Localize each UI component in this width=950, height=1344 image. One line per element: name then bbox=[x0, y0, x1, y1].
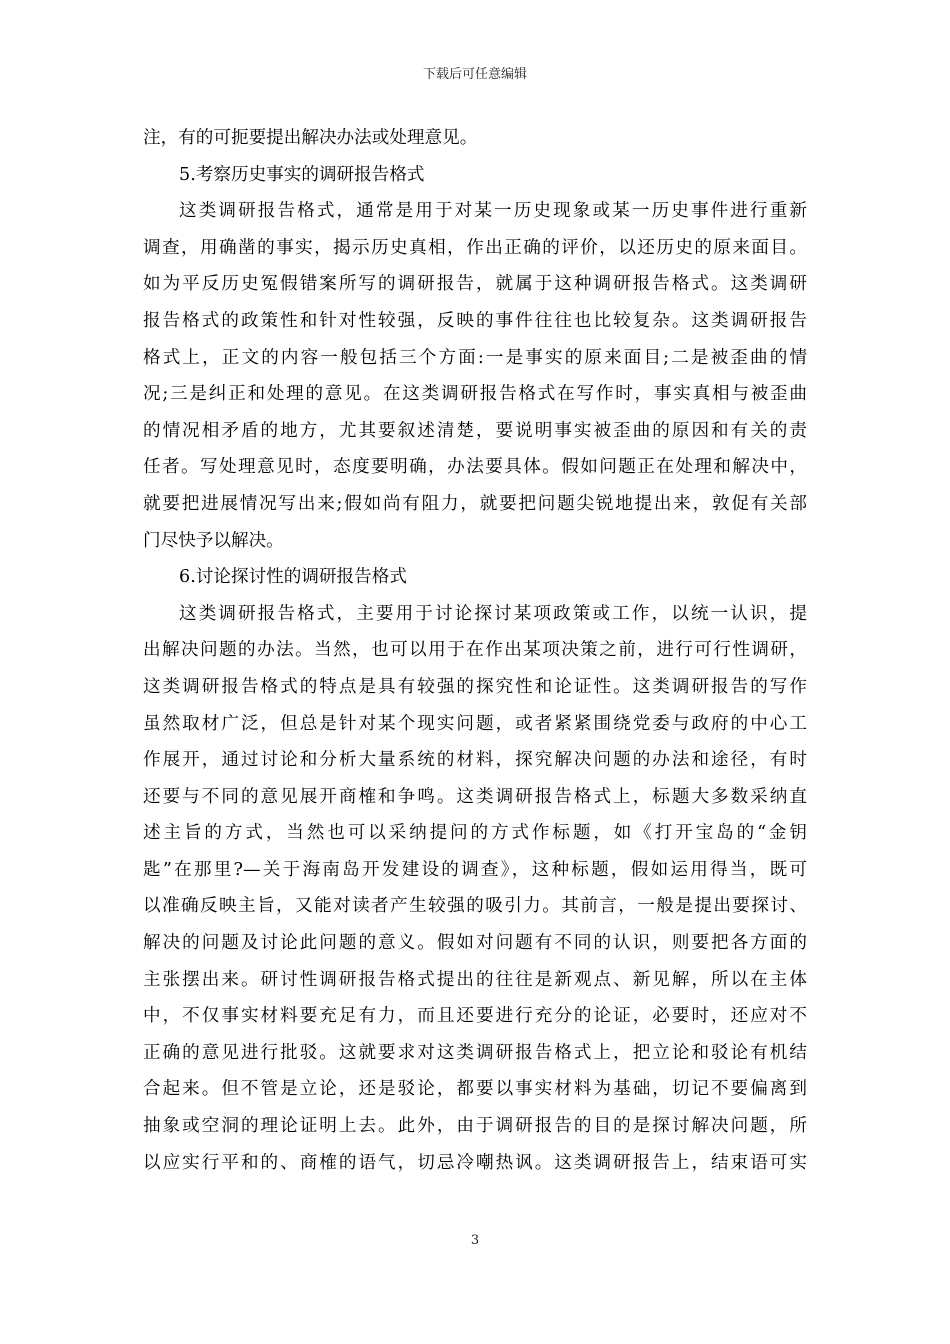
text-line: 况;三是纠正和处理的意见。在这类调研报告格式在写作时，事实真相与被歪曲 bbox=[143, 384, 807, 405]
section-heading: 5.考察历史事实的调研报告格式 bbox=[179, 164, 425, 185]
text-line: 调查，用确凿的事实，揭示历史真相，作出正确的评价，以还历史的原来面目。 bbox=[143, 237, 807, 258]
document-body bbox=[143, 120, 807, 1181]
text-line: 如为平反历史冤假错案所写的调研报告，就属于这种调研报告格式。这类调研 bbox=[143, 274, 807, 295]
text-line: 门尽快予以解决。 bbox=[143, 530, 284, 551]
text-line: 虽然取材广泛，但总是针对某个现实问题，或者紧紧围绕党委与政府的中心工 bbox=[143, 713, 807, 734]
text-line: 述主旨的方式，当然也可以采纳提问的方式作标题，如《打开宝岛的“金钥 bbox=[143, 823, 807, 844]
text-line: 正确的意见进行批驳。这就要求对这类调研报告格式上，把立论和驳论有机结 bbox=[143, 1042, 807, 1063]
text-line: 任者。写处理意见时，态度要明确，办法要具体。假如问题正在处理和解决中， bbox=[143, 457, 807, 478]
text-line: 这类调研报告格式的特点是具有较强的探究性和论证性。这类调研报告的写作 bbox=[143, 676, 807, 697]
text-line: 出解决问题的办法。当然，也可以用于在作出某项决策之前，进行可行性调研， bbox=[143, 640, 807, 661]
text-line: 的情况相矛盾的地方，尤其要叙述清楚，要说明事实被歪曲的原因和有关的责 bbox=[143, 420, 807, 441]
page-number: 3 bbox=[470, 1233, 480, 1248]
text-line: 作展开，通过讨论和分析大量系统的材料，探究解决问题的办法和途径，有时 bbox=[143, 750, 807, 771]
text-line: 合起来。但不管是立论，还是驳论，都要以事实材料为基础，切记不要偏离到 bbox=[143, 1079, 807, 1100]
page-header: 下载后可任意编辑 bbox=[422, 67, 527, 82]
text-line: 抽象或空洞的理论证明上去。此外，由于调研报告的目的是探讨解决问题，所 bbox=[143, 1116, 807, 1137]
text-line: 就要把进展情况写出来;假如尚有阻力，就要把问题尖锐地提出来，敦促有关部 bbox=[143, 493, 807, 514]
text-line: 解决的问题及讨论此问题的意义。假如对问题有不同的认识，则要把各方面的 bbox=[143, 933, 807, 954]
section-heading: 6.讨论探讨性的调研报告格式 bbox=[179, 567, 407, 588]
text-line: 主张摆出来。研讨性调研报告格式提出的往往是新观点、新见解，所以在主体 bbox=[143, 969, 807, 990]
text-line: 还要与不同的意见展开商榷和争鸣。这类调研报告格式上，标题大多数采纳直 bbox=[143, 786, 807, 807]
text-line: 格式上，正文的内容一般包括三个方面:一是事实的原来面目;二是被歪曲的情 bbox=[143, 347, 807, 368]
text-line: 中，不仅事实材料要充足有力，而且还要进行充分的论证，必要时，还应对不 bbox=[143, 1006, 807, 1027]
text-line: 以准确反映主旨，又能对读者产生较强的吸引力。其前言，一般是提出要探讨、 bbox=[143, 896, 807, 917]
text-line: 报告格式的政策性和针对性较强，反映的事件往往也比较复杂。这类调研报告 bbox=[143, 310, 807, 331]
text-line: 这类调研报告格式，通常是用于对某一历史现象或某一历史事件进行重新 bbox=[179, 201, 807, 222]
text-line: 这类调研报告格式，主要用于讨论探讨某项政策或工作，以统一认识，提 bbox=[179, 603, 807, 624]
text-line: 以应实行平和的、商榷的语气，切忌冷嘲热讽。这类调研报告上，结束语可实 bbox=[143, 1152, 807, 1173]
text-line: 注，有的可扼要提出解决办法或处理意见。 bbox=[143, 128, 478, 148]
text-line: 匙”在那里?—关于海南岛开发建设的调查》，这种标题，假如运用得当，既可 bbox=[143, 859, 807, 880]
